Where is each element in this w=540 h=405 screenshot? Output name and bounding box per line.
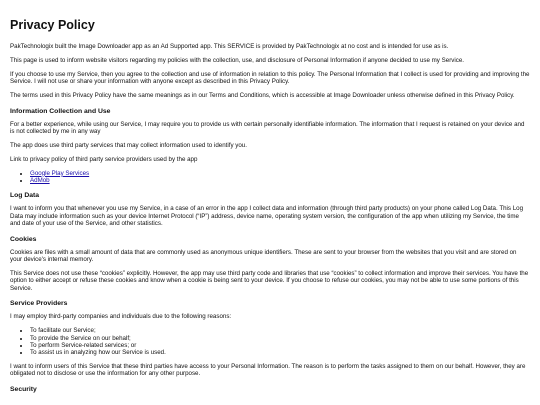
list-item: • To assist us in analyzing how our Service is used. [30, 349, 530, 356]
list-item [30, 177, 530, 184]
section-paragraph: I want to inform you that whenever you use my Service, in a case of an error in the app I collect data and information (through third party products) on your phone called Log Data. This Log Data may include information such as your device Internet Protocol (“IP”) address, device name, operating system version, the configuration of the app when utilizing my Service, the time and date of your use of the Service, and other statistics. [10, 205, 524, 228]
page-title: Privacy Policy [10, 18, 95, 32]
intro-paragraph: The terms used in this Privacy Policy have the same meanings as in our Terms and Conditions, which is accessible at Image Downloader unless otherwise defined in this Privacy Policy. [10, 92, 515, 100]
section-paragraph: Cookies are files with a small amount of data that are commonly used as anonymous unique identifiers. These are sent to your browser from the websites that you visit and are stored on your device's internal memory. [10, 248, 517, 264]
section-heading-cookies: Cookies [10, 235, 37, 243]
section-paragraph: The app does use third party services that may collect information used to identify you. [10, 141, 247, 149]
section-heading-security: Security [10, 385, 37, 393]
admob-link[interactable]: AdMob [30, 177, 50, 185]
section-paragraph: For a better experience, while using our Service, I may require you to provide us with certain personally identifiable information. The information that I request is retained on your device and is not collected by me in any way [10, 120, 525, 135]
section-heading-service-providers: Service Providers [10, 300, 68, 308]
intro-paragraph: If you choose to use my Service, then you agree to the collection and use of information in relation to this policy. The Personal Information that I collect is used for providing and improving the Service. I will not use or share your information with anyone except as described in this Privacy Policy. [10, 70, 530, 86]
section-heading-log-data: Log Data [10, 192, 40, 200]
third-party-links-list [10, 170, 530, 185]
section-paragraph: Link to privacy policy of third party service providers used by the app [10, 155, 198, 163]
list-item: • To facilitate our Service; [30, 327, 530, 334]
section-paragraph: I want to inform users of this Service that these third parties have access to your Personal Information. The reason is to perform the tasks assigned to them on our behalf. However, they are obligated not to disclose or use the information for any other purpose. [10, 362, 526, 378]
google-play-services-link[interactable]: Google Play Services [30, 169, 90, 177]
list-item [30, 170, 530, 177]
list-item: • To perform Service-related services; or [30, 342, 530, 349]
list-item: • To provide the Service on our behalf; [30, 335, 530, 342]
service-provider-reasons-list [10, 327, 530, 357]
section-paragraph: I may employ third-party companies and individuals due to the following reasons: [10, 313, 232, 321]
intro-paragraph: PakTechnologix built the Image Downloader app as an Ad Supported app. This SERVICE is provided by PakTechnologix at no cost and is intended for use as is. [10, 43, 449, 50]
section-heading-information-collection: Information Collection and Use [10, 107, 111, 115]
section-paragraph: This Service does not use these “cookies” explicitly. However, the app may use third party code and libraries that use “cookies” to collect information and improve their services. You have the option to either accept or refuse these cookies and know when a cookie is being sent to your device. If you choose to refuse our cookies, you may not be able to use some portions of this Service. [10, 270, 529, 292]
intro-paragraph: This page is used to inform website visitors regarding my policies with the collection, use, and disclosure of Personal Information if anyone decided to use my Service. [10, 56, 464, 64]
